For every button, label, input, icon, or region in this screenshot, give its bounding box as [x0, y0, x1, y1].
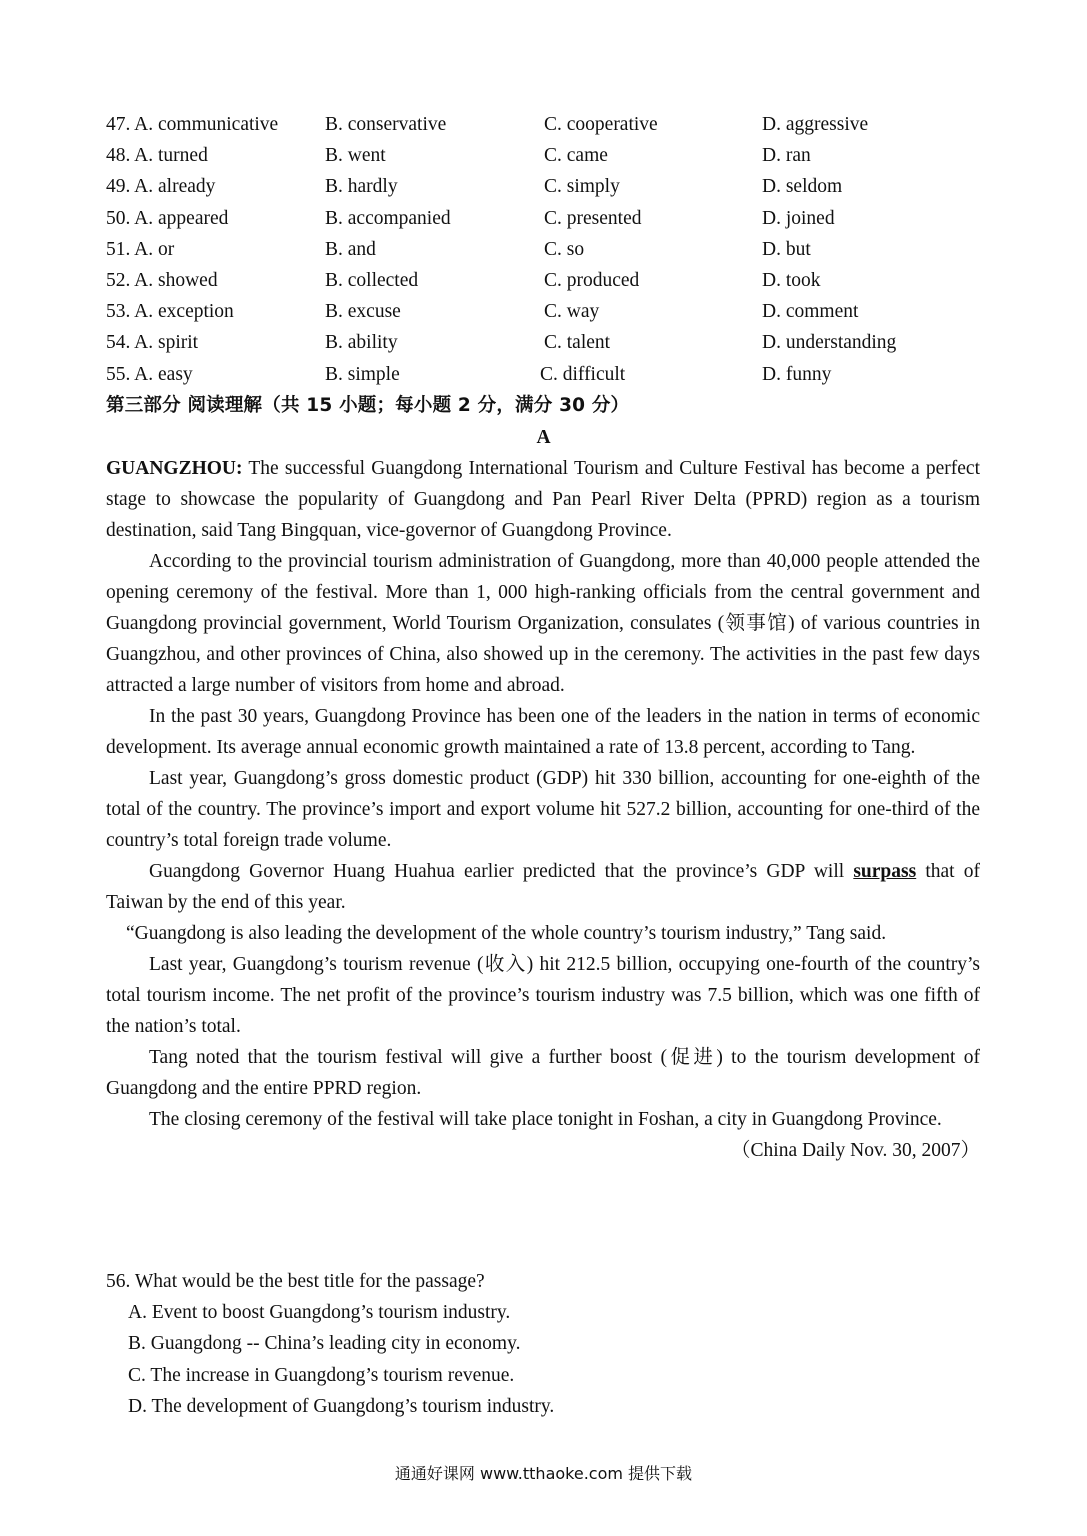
option-b: B. collected	[325, 269, 419, 291]
option-c: C. way	[544, 301, 600, 323]
paragraph-7: Last year, Guangdong’s tourism revenue (收入) hit 212.5 billion, occupying one-fourth of the country’s total tourism income. The net profit of the province’s tourism industry was 7.5 billion, which was one fifth of the nation’s total.	[106, 954, 980, 1037]
choice-a: A. Event to boost Guangdong’s tourism industry.	[128, 1302, 511, 1324]
choice-b: B. Guangdong -- China’s leading city in economy.	[128, 1333, 521, 1355]
reading-passage	[106, 453, 980, 1166]
option-b: B. went	[325, 145, 386, 167]
option-a: 51. A. or	[106, 238, 175, 260]
option-row-47	[106, 109, 986, 140]
source-citation: （China Daily Nov. 30, 2007）	[731, 1140, 980, 1161]
choice-d: D. The development of Guangdong’s tourism industry.	[128, 1395, 555, 1417]
dateline: GUANGZHOU:	[106, 458, 243, 479]
paragraph-8: Tang noted that the tourism festival will give a further boost (促进) to the tourism development of Guangdong and the entire PPRD region.	[106, 1047, 980, 1099]
option-c: C. came	[544, 145, 608, 167]
option-b: B. conservative	[325, 114, 447, 135]
section-title: 第三部分 阅读理解（共 15 小题；每小题 2 分，满分 30 分）	[106, 395, 630, 416]
paragraph-text: The successful Guangdong International Tourism and Culture Festival has become a perfect stage to showcase the popularity of Guangdong and Pan Pearl River Delta (PPRD) region as a tourism destination, said Tang Bingquan, vice-governor of Guangdong Province.	[106, 458, 980, 541]
option-c: C. produced	[544, 269, 640, 291]
option-row-50	[106, 203, 986, 234]
option-b: B. accompanied	[325, 207, 451, 229]
option-c: C. cooperative	[544, 114, 658, 135]
option-d: D. funny	[762, 363, 832, 385]
paragraph-4: Last year, Guangdong’s gross domestic product (GDP) hit 330 billion, accounting for one-eighth of the total of the country. The province’s import and export volume hit 527.2 billion, accounting for one-third of the country’s total foreign trade volume.	[106, 768, 980, 851]
option-a: 48. A. turned	[106, 145, 208, 167]
question-56	[106, 1266, 980, 1422]
option-d: D. took	[762, 269, 821, 291]
option-row-53	[106, 296, 986, 327]
choice-c: C. The increase in Guangdong’s tourism revenue.	[128, 1364, 515, 1386]
paragraph-6: “Guangdong is also leading the development of the whole country’s tourism industry,” Tang said.	[126, 923, 887, 944]
paragraph-2: According to the provincial tourism administration of Guangdong, more than 40,000 people attended the opening ceremony of the festival. More than 1, 000 high-ranking officials from the central government and Guangdong provincial government, World Tourism Organization, consulates (领事馆) of various countries in Guangzhou, and other provinces of China, also showed up in the ceremony. The activities in the past few days attracted a large number of visitors from home and abroad.	[106, 551, 980, 696]
option-c: C. so	[544, 238, 585, 260]
option-a: 55. A. easy	[106, 363, 193, 385]
option-d: D. ran	[762, 145, 811, 167]
option-b: B. excuse	[325, 301, 401, 323]
option-row-54	[106, 327, 986, 358]
paragraph-3: In the past 30 years, Guangdong Province has been one of the leaders in the nation in terms of economic development. Its average annual economic growth maintained a rate of 13.8 percent, according to Tang.	[106, 706, 980, 758]
option-row-55	[106, 359, 986, 390]
option-row-52	[106, 265, 986, 296]
option-d: D. understanding	[762, 332, 897, 354]
option-d: D. but	[762, 238, 811, 260]
option-a: 54. A. spirit	[106, 332, 199, 354]
option-d: D. aggressive	[762, 114, 869, 135]
paragraph-5	[106, 856, 980, 918]
option-row-48	[106, 140, 986, 171]
option-c: C. simply	[544, 176, 620, 198]
option-d: D. comment	[762, 301, 859, 323]
option-c: C. talent	[544, 332, 611, 354]
option-b: B. ability	[325, 332, 398, 354]
option-d: D. seldom	[762, 176, 843, 198]
paragraph-text: The closing ceremony of the festival will take place tonight in Foshan, a city in Guangdong Province.	[149, 1109, 942, 1130]
underlined-word: surpass	[853, 861, 917, 882]
page-footer: 通通好课网 www.tthaoke.com 提供下载	[394, 1464, 693, 1483]
option-a: 50. A. appeared	[106, 207, 229, 229]
option-b: B. hardly	[325, 176, 398, 198]
paragraph-9	[106, 1104, 980, 1161]
option-row-49	[106, 171, 986, 202]
option-b: B. and	[325, 238, 376, 260]
option-row-51	[106, 234, 986, 265]
option-a: 52. A. showed	[106, 269, 218, 291]
question-stem: 56. What would be the best title for the passage?	[106, 1271, 485, 1292]
cloze-options	[106, 109, 986, 390]
option-b: B. simple	[325, 363, 400, 385]
option-a: 47. A. communicative	[106, 114, 279, 135]
option-a: 49. A. already	[106, 176, 216, 198]
paragraph-1	[106, 453, 980, 546]
option-d: D. joined	[762, 207, 835, 229]
option-a: 53. A. exception	[106, 301, 234, 323]
paragraph-text: that of Taiwan by the end of this year.	[106, 861, 981, 913]
option-c: C. difficult	[540, 363, 626, 385]
paragraph-text: Guangdong Governor Huang Huahua earlier predicted that the province’s GDP will	[149, 861, 854, 882]
passage-label: A	[536, 427, 551, 448]
option-c: C. presented	[544, 207, 642, 229]
